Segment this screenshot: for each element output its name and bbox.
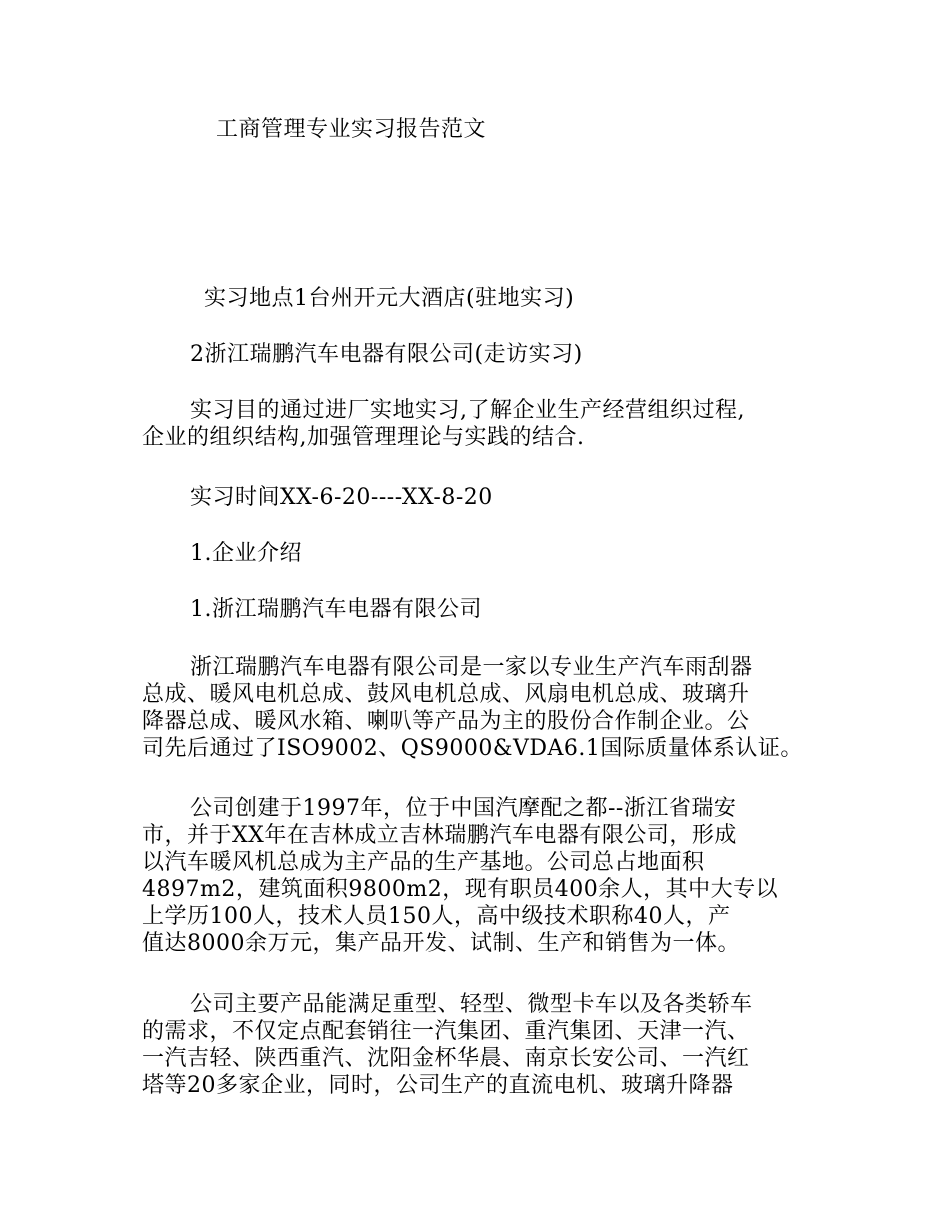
internship-location-1: 实习地点1台州开元大酒店(驻地实习) xyxy=(204,286,575,311)
company-intro-paragraph xyxy=(142,654,822,762)
company-products-paragraph xyxy=(142,991,822,1099)
internship-time: 实习时间XX-6-20----XX-8-20 xyxy=(190,485,493,510)
internship-purpose-paragraph xyxy=(142,397,822,451)
paragraph-line: 公司创建于1997年，位于中国汽摩配之都--浙江省瑞安 xyxy=(190,796,737,821)
paragraph-line: 值达8000余万元，集产品开发、试制、生产和销售为一体。 xyxy=(142,931,740,956)
paragraph-line: 上学历100人，技术人员150人，高中级技术职称40人，产 xyxy=(142,904,731,929)
paragraph-line: 塔等20多家企业，同时，公司生产的直流电机、玻璃升降器 xyxy=(142,1073,734,1098)
section-heading: 1.企业介绍 xyxy=(190,541,302,566)
paragraph-line: 实习目的通过进厂实地实习,了解企业生产经营组织过程, xyxy=(190,398,745,423)
paragraph-line: 4897m2，建筑面积9800m2，现有职员400余人，其中大专以 xyxy=(142,877,779,902)
subsection-heading: 1.浙江瑞鹏汽车电器有限公司 xyxy=(190,597,482,622)
paragraph-line: 企业的组织结构,加强管理理论与实践的结合. xyxy=(142,425,585,450)
paragraph-line: 公司主要产品能满足重型、轻型、微型卡车以及各类轿车 xyxy=(190,992,753,1017)
paragraph-line: 总成、暖风电机总成、鼓风电机总成、风扇电机总成、玻璃升 xyxy=(142,682,750,707)
paragraph-line: 降器总成、暖风水箱、喇叭等产品为主的股份合作制企业。公 xyxy=(142,709,750,734)
paragraph-line: 市，并于XX年在吉林成立吉林瑞鹏汽车电器有限公司，形成 xyxy=(142,823,737,848)
paragraph-line: 司先后通过了ISO9002、QS9000&VDA6.1国际质量体系认证。 xyxy=(142,736,803,761)
paragraph-line: 以汽车暖风机总成为主产品的生产基地。公司总占地面积 xyxy=(142,850,705,875)
company-history-paragraph xyxy=(142,795,822,957)
paragraph-line: 一汽吉轻、陕西重汽、沈阳金杯华晨、南京长安公司、一汽红 xyxy=(142,1046,750,1071)
paragraph-line: 浙江瑞鹏汽车电器有限公司是一家以专业生产汽车雨刮器 xyxy=(190,655,753,680)
internship-location-2: 2浙江瑞鹏汽车电器有限公司(走访实习) xyxy=(190,342,583,367)
document-title: 工商管理专业实习报告范文 xyxy=(216,117,487,142)
paragraph-line: 的需求，不仅定点配套销往一汽集团、重汽集团、天津一汽、 xyxy=(142,1019,750,1044)
